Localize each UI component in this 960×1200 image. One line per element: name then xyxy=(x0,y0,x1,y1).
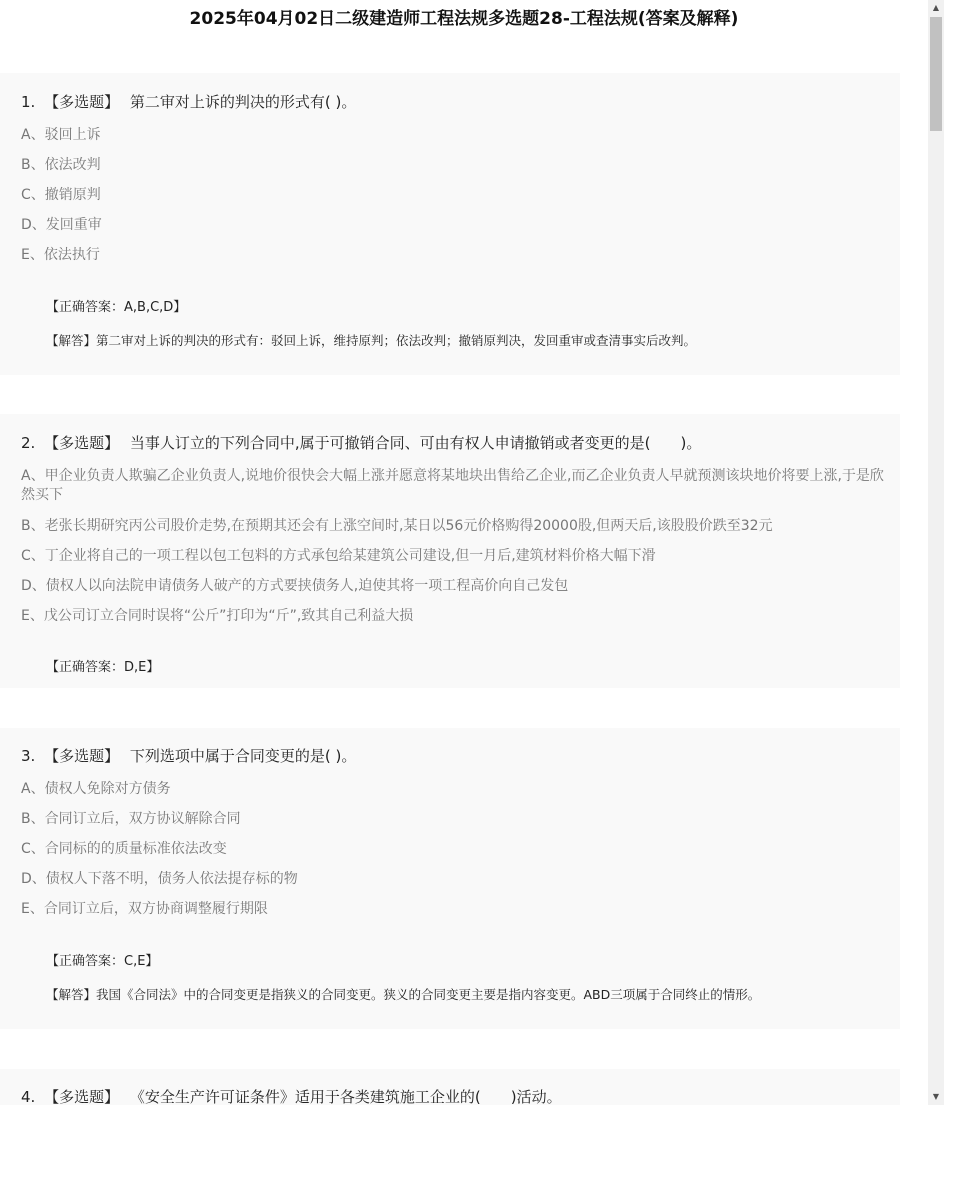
option-a: A、甲企业负责人欺骗乙企业负责人,说地价很快会大幅上涨并愿意将某地块出售给乙企业,而乙企业负责人早就预测该块地价将要上涨,于是欣然买下 xyxy=(21,468,884,503)
option-c: C、合同标的的质量标准依法改变 xyxy=(21,841,227,857)
question-card-3 xyxy=(0,728,900,1029)
question-stem xyxy=(21,1086,562,1105)
question-number: 4. xyxy=(21,1088,36,1105)
question-card-4 xyxy=(0,1069,900,1105)
answer-explanation: 【解答】我国《合同法》中的合同变更是指狭义的合同变更。狭义的合同变更主要是指内容变更。ABD三项属于合同终止的情形。 xyxy=(46,987,761,1002)
option-e: E、依法执行 xyxy=(21,247,100,263)
question-card-1 xyxy=(0,73,900,375)
question-text: 下列选项中属于合同变更的是( )。 xyxy=(129,747,357,765)
scrollbar-thumb[interactable] xyxy=(930,17,942,131)
question-number: 1. xyxy=(21,93,36,111)
option-a: A、债权人免除对方债务 xyxy=(21,781,171,797)
question-type: 【多选题】 xyxy=(44,1088,120,1105)
option-e: E、合同订立后，双方协商调整履行期限 xyxy=(21,901,268,917)
question-type: 【多选题】 xyxy=(44,747,120,765)
correct-answer: 【正确答案：C,E】 xyxy=(46,954,159,969)
question-text: 第二审对上诉的判决的形式有( )。 xyxy=(129,93,357,111)
question-number: 2. xyxy=(21,434,36,452)
option-c: C、丁企业将自己的一项工程以包工包料的方式承包给某建筑公司建设,但一月后,建筑材料价格大幅下滑 xyxy=(21,548,656,564)
question-text: 《安全生产许可证条件》适用于各类建筑施工企业的( )活动。 xyxy=(129,1088,562,1105)
question-type: 【多选题】 xyxy=(44,434,120,452)
scroll-down-icon[interactable]: ▼ xyxy=(932,1092,940,1101)
question-stem xyxy=(21,91,356,112)
answer-explanation: 【解答】第二审对上诉的判决的形式有：驳回上诉，维持原判；依法改判；撤销原判决，发回重审或查清事实后改判。 xyxy=(46,333,697,348)
question-type: 【多选题】 xyxy=(44,93,120,111)
question-text: 当事人订立的下列合同中,属于可撤销合同、可由有权人申请撤销或者变更的是( )。 xyxy=(129,434,702,452)
option-a: A、驳回上诉 xyxy=(21,127,101,143)
scroll-up-icon[interactable]: ▲ xyxy=(932,3,940,12)
option-e: E、戊公司订立合同时误将“公斤”打印为“斤”,致其自己利益大损 xyxy=(21,608,414,624)
question-stem xyxy=(21,745,356,766)
option-d: D、债权人以向法院申请债务人破产的方式要挟债务人,迫使其将一项工程高价向自己发包 xyxy=(21,578,569,594)
option-c: C、撤销原判 xyxy=(21,187,101,203)
question-card-2 xyxy=(0,414,900,688)
option-b: B、依法改判 xyxy=(21,157,101,173)
option-b: B、合同订立后，双方协议解除合同 xyxy=(21,811,241,827)
correct-answer: 【正确答案：D,E】 xyxy=(46,660,160,675)
vertical-scrollbar[interactable] xyxy=(928,0,944,1105)
option-d: D、债权人下落不明，债务人依法提存标的物 xyxy=(21,871,298,887)
option-b: B、老张长期研究丙公司股价走势,在预期其还会有上涨空间时,某日以56元价格购得20000股,但两天后,该股股价跌至32元 xyxy=(21,518,773,534)
page-title: 2025年04月02日二级建造师工程法规多选题28-工程法规(答案及解释) xyxy=(189,9,739,29)
correct-answer: 【正确答案：A,B,C,D】 xyxy=(46,300,187,315)
option-d: D、发回重审 xyxy=(21,217,102,233)
question-number: 3. xyxy=(21,747,36,765)
question-stem xyxy=(21,432,701,453)
